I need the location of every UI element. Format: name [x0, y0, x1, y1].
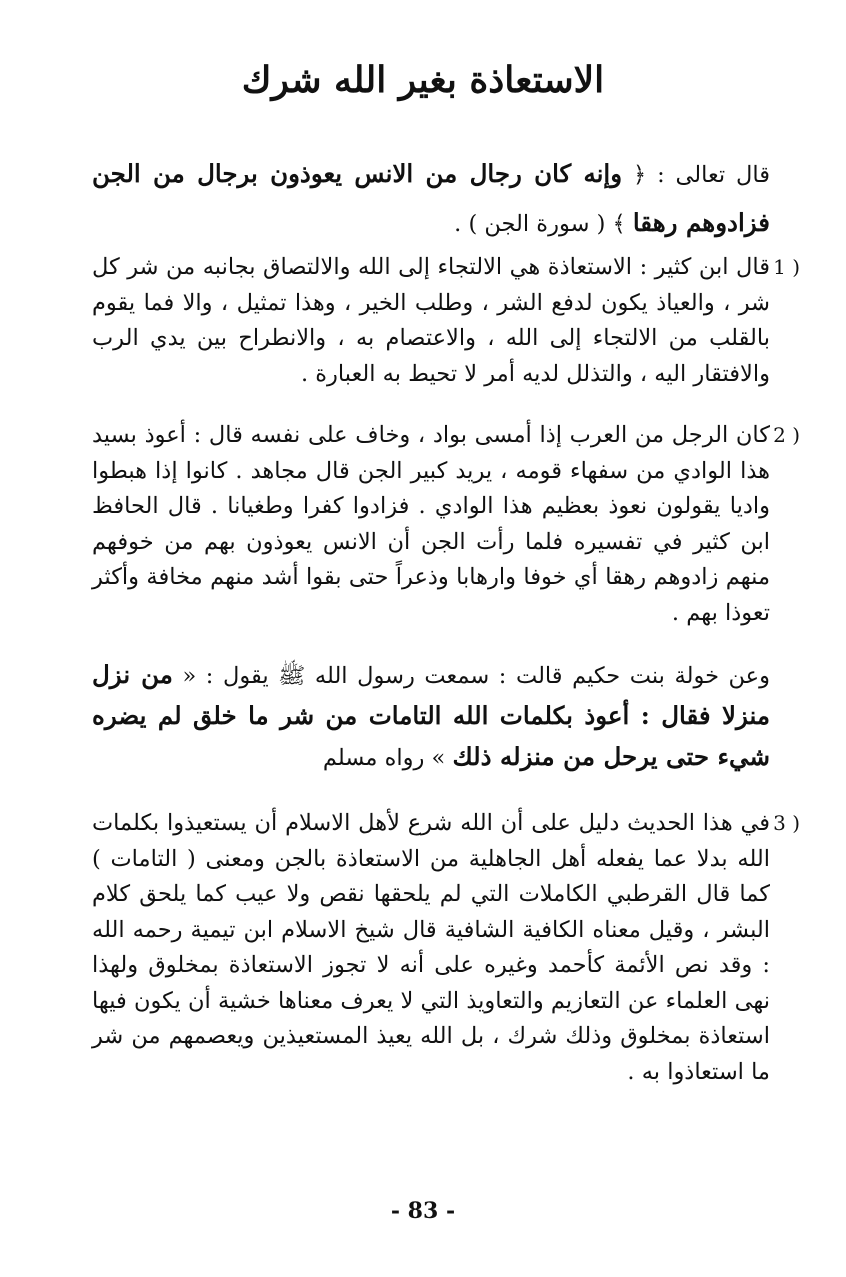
page-body [92, 150, 800, 1090]
footnote-paragraph-3 [92, 806, 800, 1090]
hadith-text: من نزل منزلا فقال : أعوذ بكلمات الله التامات من شر ما خلق لم يضره شيء حتى يرحل من منزله ذلك [92, 660, 770, 771]
verse-text: وإنه كان رجال من الانس يعوذون برجال من الجن فزادوهم رهقا [92, 159, 770, 237]
hadith-paragraph [92, 655, 770, 778]
page-title: الاستعاذة بغير الله شرك [241, 59, 605, 101]
footnote-text-1: قال ابن كثير : الاستعاذة هي الالتجاء إلى الله والالتصاق بجانبه من شر كل شر ، والعياذ يكون لدفع الشر ، وطلب الخير ، وهذا تمثيل ، والا فما يقوم بالقلب من الالتجاء إلى الله ، والاعتصام به ، والانطراح بين يدي الرب والافتقار اليه ، والتذلل لديه أمر لا تحيط به العبارة . [92, 254, 770, 387]
verse-reference: ﴾ ( سورة الجن ) . [454, 211, 633, 237]
footnote-paragraph-1 [92, 250, 800, 392]
page-number: - 83 - [390, 1198, 456, 1224]
footnote-text-3: في هذا الحديث دليل على أن الله شرع لأهل الاسلام أن يستعيذوا بكلمات الله بدلا عما يفعله أهل الجاهلية من الاستعاذة بالجن ومعنى ( التامات ) كما قال القرطبي الكاملات التي لم يلحقها نقص ولا عيب كما يلحق كلام البشر ، وقيل معناه الكافية الشافية قال شيخ الاسلام ابن تيمية رحمه الله : وقد نص الأئمة كأحمد وغيره على أنه لا تجوز الاستعاذة بمخلوق ولهذا نهى العلماء عن التعازيم والتعاويذ التي لا يعرف معناها خشية أن يكون فيها استعاذة بمخلوق وذلك شرك ، بل الله يعيذ المستعيذين ويعصمهم من شر ما استعاذوا به . [92, 810, 770, 1085]
quran-verse-intro [92, 150, 770, 248]
hadith-source: » رواه مسلم [322, 745, 453, 771]
verse-lead: قال تعالى : ﴿ [622, 162, 770, 188]
footnote-number-3: 3 ) [773, 811, 800, 835]
footnote-number-1: 1 ) [773, 255, 800, 279]
hadith-lead: وعن خولة بنت حكيم قالت : سمعت رسول الله ﷺ يقول : « [172, 663, 770, 689]
footnote-paragraph-2 [92, 418, 800, 631]
footnote-number-2: 2 ) [773, 423, 800, 447]
footnote-text-2: كان الرجل من العرب إذا أمسى بواد ، وخاف على نفسه قال : أعوذ بسيد هذا الوادي من سفهاء قومه ، يريد كبير الجن قال مجاهد . كانوا إذا هبطوا واديا يقولون نعوذ بعظيم هذا الوادي . فزادوا كفرا وطغيانا . قال الحافظ ابن كثير في تفسيره فلما رأت الجن أن الانس يعوذون بهم من خوفهم منهم زادوهم رهقا أي خوفا وارهابا وذعراً حتى بقوا أشد منهم مخافة وأكثر تعوذا بهم . [92, 422, 770, 626]
